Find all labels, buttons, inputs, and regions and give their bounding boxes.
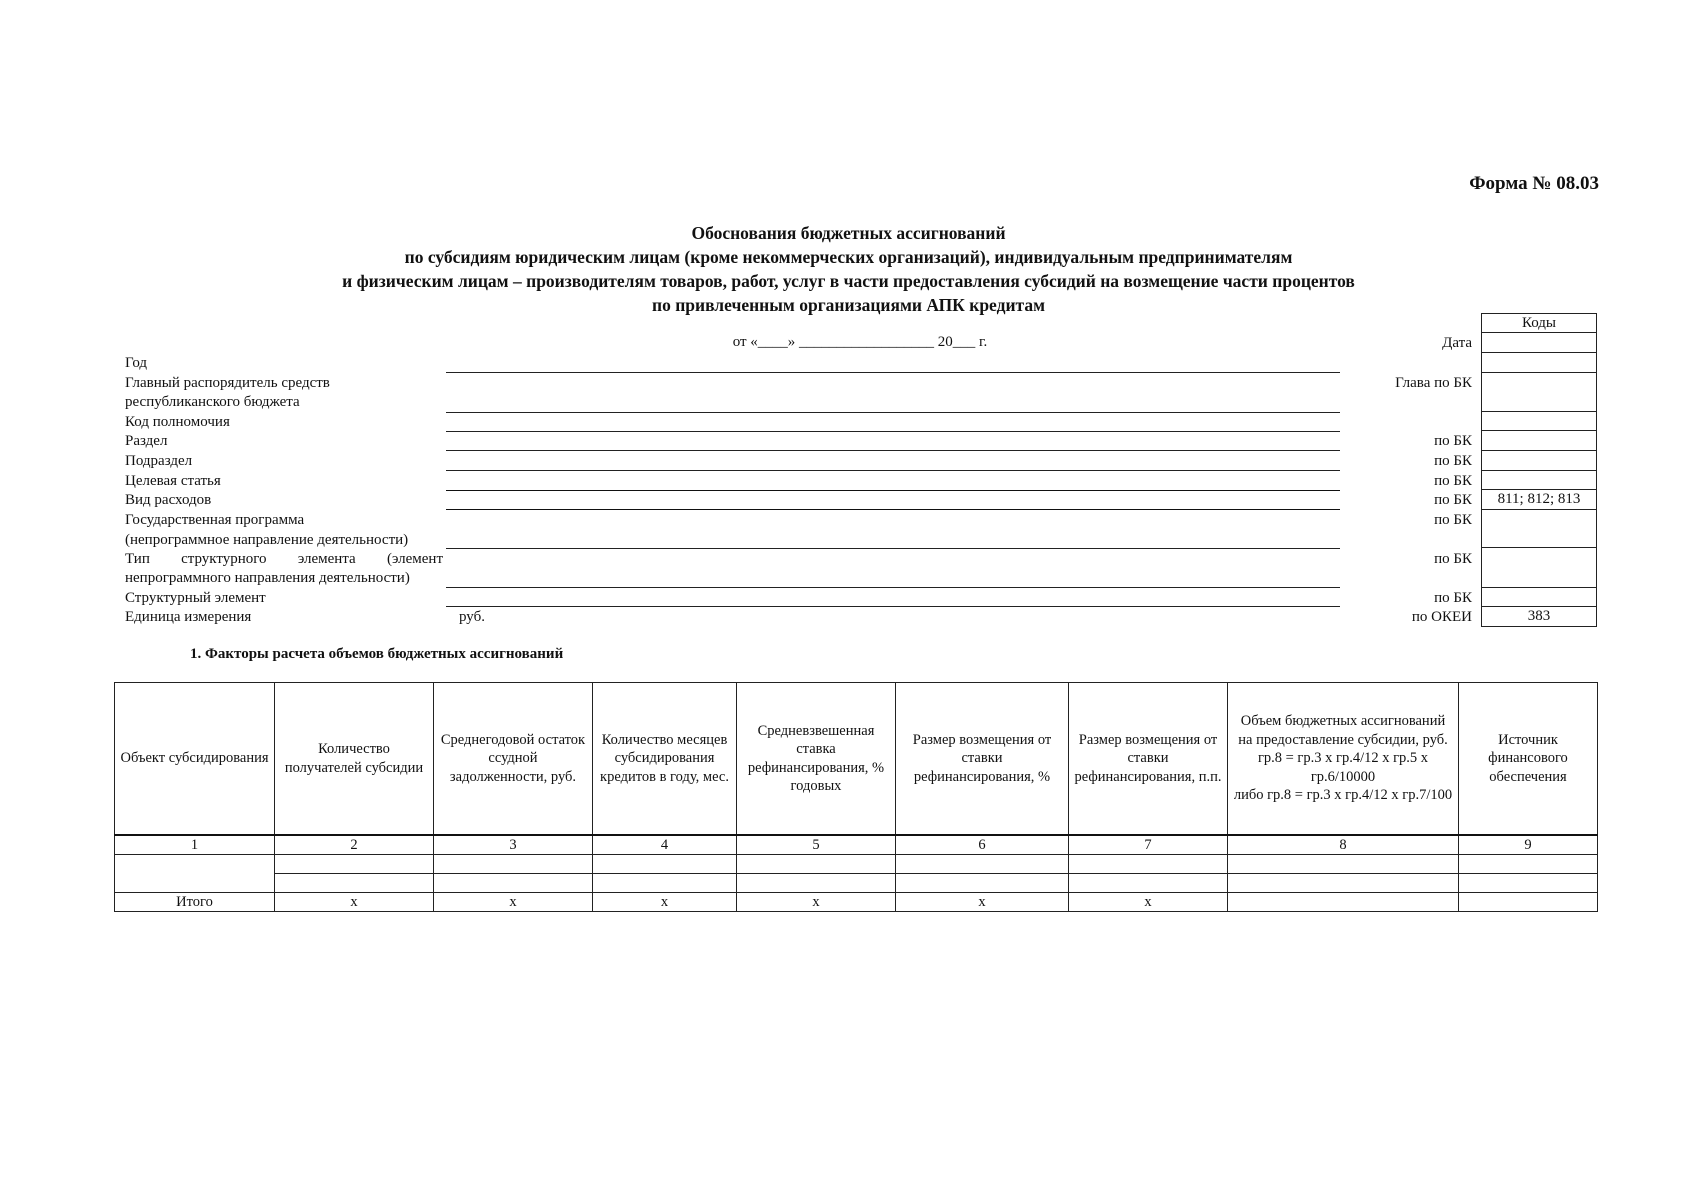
data-cell[interactable] — [896, 874, 1069, 893]
data-cell[interactable] — [1069, 855, 1228, 874]
table-row — [115, 874, 1598, 893]
factors-table — [114, 682, 1598, 912]
header-cell-reimbursement-percent: Размер возмещения от ставки рефинансирования, % — [896, 683, 1069, 836]
label-chapter-bk: Глава по БК — [1395, 375, 1472, 391]
label-section-bk: по БК — [1434, 433, 1472, 449]
total-not-applicable-mark: x — [434, 893, 593, 912]
header-cell-avg-debt: Среднегодовой остаток ссудной задолженности, руб. — [434, 683, 593, 836]
label-state-program-line2: (непрограммное направление деятельности) — [125, 532, 409, 548]
authority-code-input-line[interactable] — [446, 431, 1340, 432]
code-chapter-cell[interactable] — [1482, 373, 1597, 412]
total-not-applicable-mark: x — [737, 893, 896, 912]
label-state-program-bk: по БК — [1434, 512, 1472, 528]
section-1-title: 1. Факторы расчета объемов бюджетных ассигнований — [190, 646, 564, 662]
subsection-input-line[interactable] — [446, 470, 1340, 471]
object-cell[interactable] — [115, 855, 275, 893]
label-subsection-bk: по БК — [1434, 453, 1472, 469]
data-cell[interactable] — [593, 874, 737, 893]
allocation-formula-1: гр.8 = гр.3 x гр.4/12 x гр.5 x гр.6/10000 — [1257, 750, 1429, 785]
header-cell-funding-source: Источник финансового обеспечения — [1459, 683, 1598, 836]
header-cell-object: Объект субсидирования — [115, 683, 275, 836]
label-authority-code: Код полномочия — [125, 414, 230, 430]
data-cell[interactable] — [737, 874, 896, 893]
data-cell[interactable] — [1069, 874, 1228, 893]
total-not-applicable-mark: x — [275, 893, 434, 912]
expense-type-input-line[interactable] — [446, 509, 1340, 510]
code-year-cell[interactable] — [1482, 353, 1597, 373]
label-expense-type: Вид расходов — [125, 492, 212, 508]
data-cell[interactable] — [434, 874, 593, 893]
header-cell-weighted-rate: Средневзвешенная ставка рефинансирования, % годовых — [737, 683, 896, 836]
total-not-applicable-mark: x — [896, 893, 1069, 912]
label-grbs-line1: Главный распорядитель средств — [125, 375, 330, 391]
data-cell[interactable] — [275, 855, 434, 874]
title-line-4: по привлеченным организациями АПК кредитам — [651, 295, 1046, 315]
column-number: 7 — [1069, 835, 1228, 855]
allocation-formula-2: либо гр.8 = гр.3 x гр.4/12 x гр.7/100 — [1233, 787, 1453, 804]
label-structural-element-bk: по БК — [1434, 590, 1472, 606]
title-line-3: и физическим лицам – производителям товаров, работ, услуг в части предоставления субсидий на возмещение части процентов — [342, 271, 1355, 291]
total-row — [115, 893, 1598, 912]
date-line[interactable]: от «____» __________________ 20___ г. — [732, 334, 988, 350]
label-target-article: Целевая статья — [125, 473, 221, 489]
label-section: Раздел — [125, 433, 168, 449]
label-okei: по ОКЕИ — [1411, 609, 1472, 625]
label-element-type-line1: Тип структурного элемента (элемент — [125, 551, 443, 567]
grbs-input-line[interactable] — [446, 412, 1340, 413]
total-not-applicable-mark: x — [1069, 893, 1228, 912]
title-line-1: Обоснования бюджетных ассигнований — [691, 223, 1006, 243]
data-cell[interactable] — [1459, 855, 1598, 874]
document-title — [0, 221, 1697, 317]
label-date: Дата — [1442, 335, 1472, 351]
data-cell[interactable] — [1459, 874, 1598, 893]
code-okei-cell[interactable]: 383 — [1482, 607, 1597, 627]
codes-box — [1481, 313, 1597, 627]
data-cell[interactable] — [275, 874, 434, 893]
label-subsection: Подраздел — [125, 453, 193, 469]
data-cell[interactable] — [434, 855, 593, 874]
form-number: Форма № 08.03 — [1469, 173, 1599, 194]
column-number: 9 — [1459, 835, 1598, 855]
column-number: 1 — [115, 835, 275, 855]
label-element-type-line2: непрограммного направления деятельности) — [125, 570, 410, 586]
allocation-volume-label: Объем бюджетных ассигнований на предоставление субсидии, руб. — [1238, 713, 1448, 748]
label-element-type-bk: по БК — [1434, 551, 1472, 567]
section-input-line[interactable] — [446, 450, 1340, 451]
header-cell-allocation-volume — [1228, 683, 1459, 836]
code-authority-cell[interactable] — [1482, 412, 1597, 431]
target-article-input-line[interactable] — [446, 490, 1340, 491]
header-cell-months: Количество месяцев субсидирования кредитов в году, мес. — [593, 683, 737, 836]
code-state-program-cell[interactable] — [1482, 510, 1597, 548]
code-section-cell[interactable] — [1482, 431, 1597, 451]
column-number: 6 — [896, 835, 1069, 855]
code-target-article-cell[interactable] — [1482, 471, 1597, 490]
code-structural-element-cell[interactable] — [1482, 588, 1597, 607]
total-label: Итого — [115, 893, 275, 912]
column-number: 4 — [593, 835, 737, 855]
data-cell[interactable] — [593, 855, 737, 874]
label-grbs-line2: республиканского бюджета — [125, 394, 300, 410]
code-expense-type-cell[interactable]: 811; 812; 813 — [1482, 490, 1597, 510]
data-cell[interactable] — [1228, 855, 1459, 874]
label-expense-type-bk: по БК — [1434, 492, 1472, 508]
column-number: 2 — [275, 835, 434, 855]
total-not-applicable-mark: x — [593, 893, 737, 912]
label-year: Год — [125, 355, 148, 371]
code-subsection-cell[interactable] — [1482, 451, 1597, 471]
column-number: 3 — [434, 835, 593, 855]
header-cell-recipients: Количество получателей субсидии — [275, 683, 434, 836]
state-program-input-line[interactable] — [446, 548, 1340, 549]
header-cell-reimbursement-pp: Размер возмещения от ставки рефинансирования, п.п. — [1069, 683, 1228, 836]
label-state-program-line1: Государственная программа — [125, 512, 305, 528]
column-number: 5 — [737, 835, 896, 855]
label-target-article-bk: по БК — [1434, 473, 1472, 489]
year-input-line[interactable] — [446, 372, 1340, 373]
data-cell[interactable] — [896, 855, 1069, 874]
label-unit: Единица измерения — [125, 609, 252, 625]
code-element-type-cell[interactable] — [1482, 548, 1597, 588]
codes-title: Коды — [1482, 314, 1597, 333]
total-source-cell[interactable] — [1459, 893, 1598, 912]
data-cell[interactable] — [1228, 874, 1459, 893]
total-allocation-cell[interactable] — [1228, 893, 1459, 912]
title-line-2: по субсидиям юридическим лицам (кроме некоммерческих организаций), индивидуальным предпринимателям — [404, 247, 1293, 267]
column-number: 8 — [1228, 835, 1459, 855]
structural-element-input-line[interactable] — [446, 606, 1340, 607]
table-row — [115, 855, 1598, 874]
element-type-input-line[interactable] — [446, 587, 1340, 588]
label-structural-element: Структурный элемент — [125, 590, 266, 606]
unit-value: руб. — [459, 609, 485, 625]
code-date-cell[interactable] — [1482, 333, 1597, 353]
data-cell[interactable] — [737, 855, 896, 874]
